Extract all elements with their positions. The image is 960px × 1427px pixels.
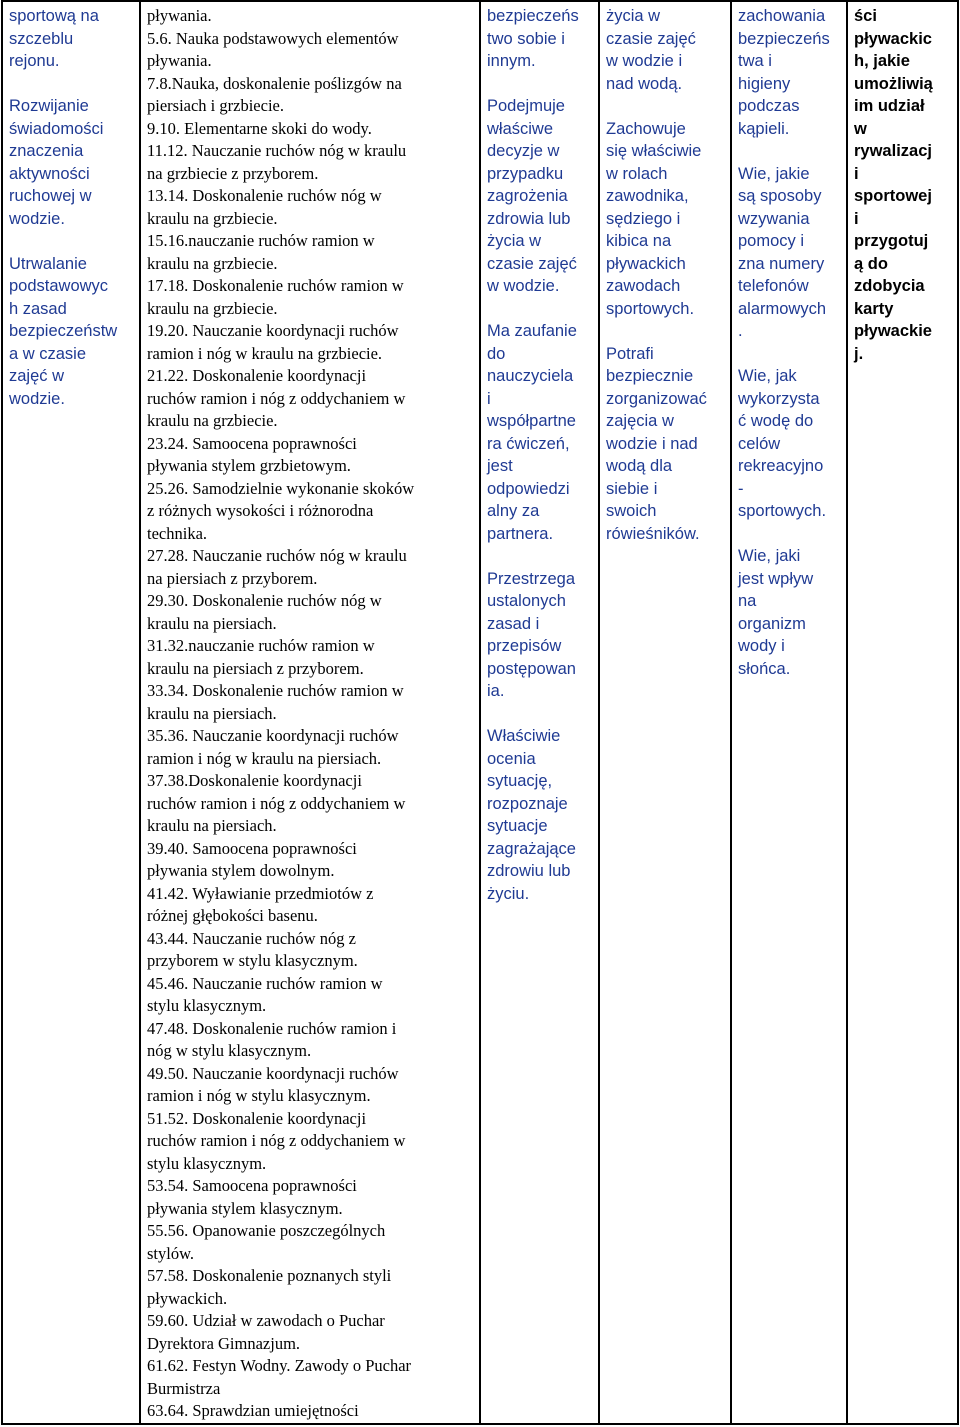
attitude-paragraph: Właściwie ocenia sytuację, rozpoznaje sytuacje zagrażające zdrowiu lub życiu.: [487, 727, 576, 903]
lesson-topic-line: różnej głębokości basenu.: [147, 906, 318, 925]
lesson-topic-line: ramion i nóg w kraulu na grzbiecie.: [147, 343, 383, 363]
lesson-topic-line: kraulu na piersiach.: [147, 613, 277, 633]
curriculum-table: [1, 0, 959, 1425]
lesson-topic-line: z różnych wysokości i różnorodna: [147, 501, 374, 520]
lesson-topic-line: 29.30. Doskonalenie ruchów nóg w: [147, 591, 382, 610]
lesson-topic-line: kraulu na piersiach.: [147, 816, 277, 835]
table-row: [2, 1, 958, 1424]
lesson-topics-column: [140, 1, 480, 1424]
lesson-topic-line: 13.14. Doskonalenie ruchów nóg w: [147, 186, 382, 205]
lesson-topic-line: pływania.: [147, 6, 212, 25]
knowledge-column: [731, 1, 847, 1424]
lesson-topic-line: na piersiach z przyborem.: [147, 568, 318, 588]
lesson-topic-line: 59.60. Udział w zawodach o Puchar: [147, 1311, 385, 1330]
lesson-topic-line: kraulu na grzbiecie.: [147, 298, 278, 318]
lesson-topic-line: piersiach i grzbiecie.: [147, 96, 284, 115]
lesson-topic-line: pływania.: [147, 51, 212, 70]
lesson-topic-line: pływania stylem grzbietowym.: [147, 456, 351, 475]
lesson-topic-line: 49.50. Nauczanie koordynacji ruchów: [147, 1063, 399, 1083]
attitude-paragraph: Podejmuje właściwe decyzje w przypadku zagrożenia zdrowia lub życia w czasie zajęć w wodzie.: [487, 97, 577, 295]
lesson-topic-line: ruchów ramion i nóg z oddychaniem w: [147, 1131, 406, 1150]
knowledge-paragraph: Wie, jakie są sposoby wzywania pomocy i zna numery telefonów alarmowych .: [738, 164, 827, 340]
lesson-topic-line: 23.24. Samoocena poprawności: [147, 433, 357, 453]
lesson-topic-line: ramion i nóg w kraulu na piersiach.: [147, 748, 382, 768]
lesson-topic-line: 19.20. Nauczanie koordynacji ruchów: [147, 321, 399, 340]
lesson-topic-line: pływania stylem klasycznym.: [147, 1198, 343, 1218]
lesson-topic-line: kraulu na piersiach.: [147, 703, 277, 723]
lesson-topic-line: 51.52. Doskonalenie koordynacji: [147, 1108, 367, 1128]
lesson-topic-line: 33.34. Doskonalenie ruchów ramion w: [147, 681, 404, 700]
lesson-topic-line: kraulu na grzbiecie.: [147, 253, 278, 273]
lesson-topic-line: nóg w stylu klasycznym.: [147, 1041, 312, 1060]
lesson-topic-line: 7.8.Nauka, doskonalenie poślizgów na: [147, 73, 402, 93]
lesson-topic-line: stylu klasycznym.: [147, 996, 267, 1015]
skill-paragraph: Zachowuje się właściwie w rolach zawodnika, sędziego i kibica na pływackich zawodach sportowych.: [606, 119, 702, 318]
goal-paragraph: sportową na szczeblu rejonu.: [9, 7, 99, 70]
goal-paragraph: Utrwalanie podstawowyc h zasad bezpieczeństw a w czasie zajęć w wodzie.: [9, 254, 118, 408]
attitude-paragraph: bezpieczeńs two sobie i innym.: [487, 7, 579, 70]
attitudes-column: [480, 1, 599, 1424]
lesson-topic-line: Dyrektora Gimnazjum.: [147, 1333, 301, 1353]
lesson-topic-line: kraulu na grzbiecie.: [147, 411, 278, 430]
lesson-topic-line: ruchów ramion i nóg z oddychaniem w: [147, 793, 406, 813]
outcomes-column: [847, 1, 958, 1424]
attitude-paragraph: Przestrzega ustalonych zasad i przepisów postępowan ia.: [487, 569, 576, 700]
lesson-topic-line: Burmistrza: [147, 1378, 221, 1398]
attitude-paragraph: Ma zaufanie do nauczyciela i współpartne ra ćwiczeń, jest odpowiedzi alny za partnera.: [487, 322, 577, 543]
lesson-topic-line: pływania stylem dowolnym.: [147, 861, 335, 880]
lesson-topic-line: 27.28. Nauczanie ruchów nóg w kraulu: [147, 546, 407, 565]
lesson-topic-line: 17.18. Doskonalenie ruchów ramion w: [147, 276, 404, 295]
knowledge-paragraph: zachowania bezpieczeńs twa i higieny podczas kąpieli.: [738, 7, 830, 138]
lesson-topic-line: 35.36. Nauczanie koordynacji ruchów: [147, 726, 399, 745]
lesson-topic-line: 5.6. Nauka podstawowych elementów: [147, 28, 399, 48]
skills-column: [599, 1, 731, 1424]
lesson-topic-line: 41.42. Wyławianie przedmiotów z: [147, 883, 374, 903]
lesson-topic-line: 57.58. Doskonalenie poznanych styli: [147, 1266, 392, 1285]
knowledge-paragraph: Wie, jak wykorzysta ć wodę do celów rekreacyjno - sportowych.: [738, 367, 827, 520]
lesson-topic-line: 15.16.nauczanie ruchów ramion w: [147, 231, 375, 250]
lesson-topic-line: stylów.: [147, 1243, 195, 1263]
lesson-topic-line: 21.22. Doskonalenie koordynacji: [147, 366, 367, 385]
lesson-topic-line: 53.54. Samoocena poprawności: [147, 1176, 357, 1195]
lesson-topic-line: pływackich.: [147, 1288, 228, 1308]
skill-paragraph: życia w czasie zajęć w wodzie i nad wodą.: [606, 7, 696, 93]
lesson-topic-line: kraulu na grzbiecie.: [147, 208, 278, 228]
lesson-topic-line: na grzbiecie z przyborem.: [147, 163, 319, 183]
lesson-topics-list: [147, 5, 475, 1423]
lesson-topic-line: technika.: [147, 523, 208, 543]
skill-paragraph: Potrafi bezpiecznie zorganizować zajęcia w wodzie i nad wodą dla siebie i swoich rówieśników.: [606, 344, 707, 543]
lesson-topic-line: kraulu na piersiach z przyborem.: [147, 658, 364, 678]
lesson-topic-line: ruchów ramion i nóg z oddychaniem w: [147, 388, 406, 408]
lesson-topic-line: 47.48. Doskonalenie ruchów ramion i: [147, 1018, 397, 1038]
lesson-topic-line: 63.64. Sprawdzian umiejętności: [147, 1401, 359, 1420]
lesson-topic-line: 25.26. Samodzielnie wykonanie skoków: [147, 478, 415, 498]
lesson-topic-line: ramion i nóg w stylu klasycznym.: [147, 1086, 371, 1105]
lesson-topic-line: 31.32.nauczanie ruchów ramion w: [147, 636, 375, 655]
lesson-topic-line: 39.40. Samoocena poprawności: [147, 838, 357, 858]
lesson-topic-line: 61.62. Festyn Wodny. Zawody o Puchar: [147, 1356, 412, 1375]
lesson-topic-line: 43.44. Nauczanie ruchów nóg z: [147, 928, 356, 948]
lesson-topic-line: 37.38.Doskonalenie koordynacji: [147, 771, 362, 790]
outcome-paragraph: ści pływackic h, jakie umożliwią im udział w rywalizacj i sportowej i przygotuj ą do zdobycia karty pływackie j.: [854, 7, 933, 363]
lesson-topic-line: 55.56. Opanowanie poszczególnych: [147, 1221, 386, 1240]
goals-column: [2, 1, 140, 1424]
knowledge-paragraph: Wie, jaki jest wpływ na organizm wody i słońca.: [738, 547, 814, 678]
lesson-topic-line: przyborem w stylu klasycznym.: [147, 951, 358, 970]
lesson-topic-line: 9.10. Elementarne skoki do wody.: [147, 118, 372, 138]
lesson-topic-line: stylu klasycznym.: [147, 1153, 267, 1173]
lesson-topic-line: 45.46. Nauczanie ruchów ramion w: [147, 973, 383, 993]
goal-paragraph: Rozwijanie świadomości znaczenia aktywności ruchowej w wodzie.: [9, 97, 104, 228]
lesson-topic-line: 11.12. Nauczanie ruchów nóg w kraulu: [147, 141, 407, 160]
